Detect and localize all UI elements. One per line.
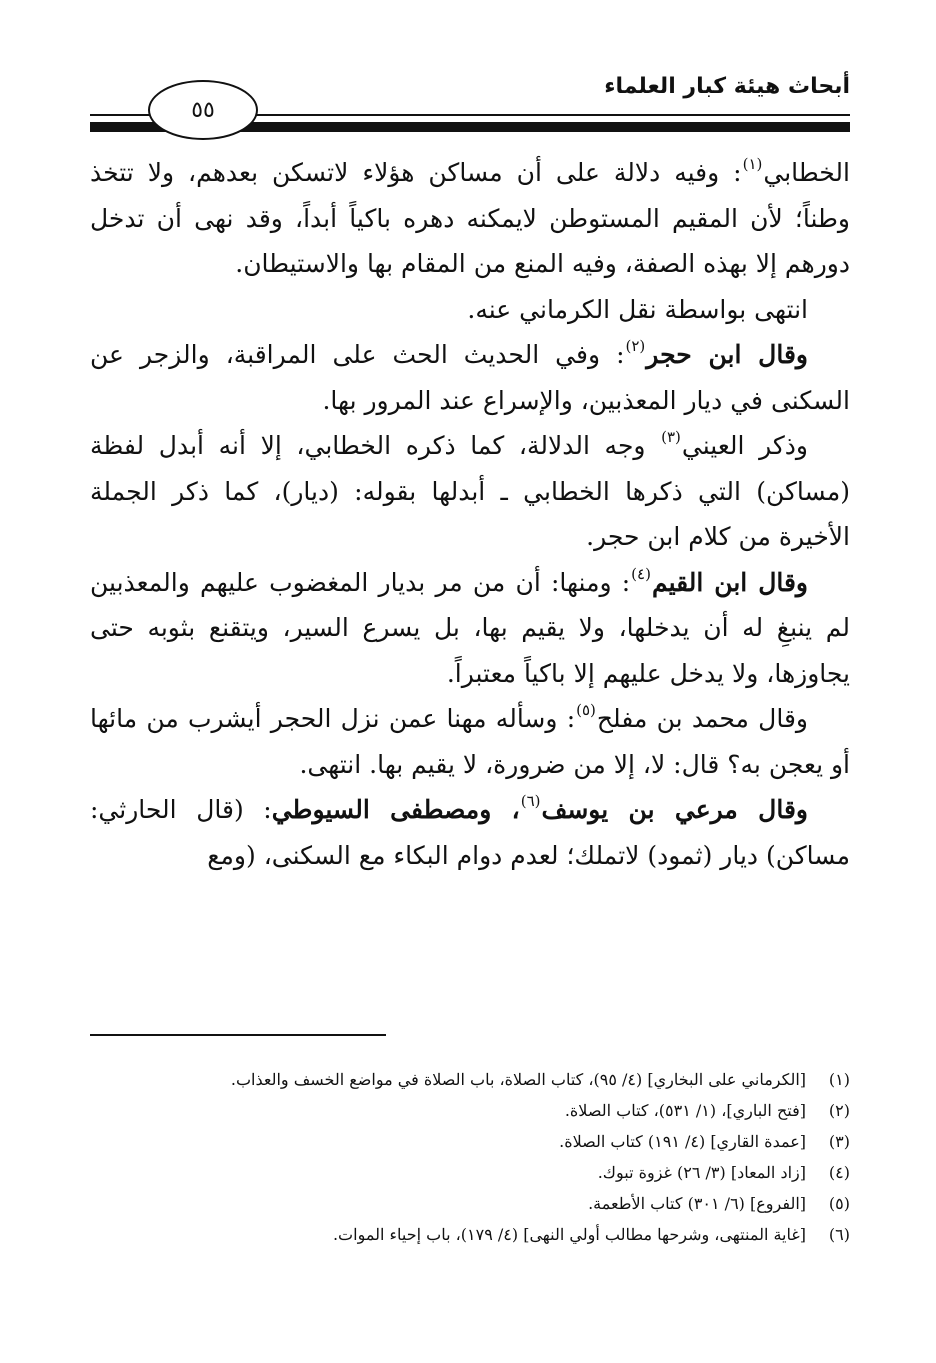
paragraph-2: [90, 287, 850, 333]
footnote-ref-4[interactable]: (٤): [631, 564, 651, 583]
footnotes-list: [90, 1064, 850, 1250]
footnote-number: (٦): [828, 1225, 850, 1244]
footnote-text: [الكرماني على البخاري] (٤/ ٩٥)، كتاب الصلاة، باب الصلاة في مواضع الخسف والعذاب.: [230, 1070, 806, 1089]
footnote-number: (٥): [828, 1194, 850, 1213]
paragraph-3: [90, 332, 850, 423]
footnote-ref-5[interactable]: (٥): [576, 701, 596, 719]
footnote-item: [90, 1095, 850, 1126]
footnote-ref-2[interactable]: (٢): [625, 337, 646, 355]
paragraph-5: [90, 560, 850, 697]
p3-text: : وفي الحديث الحث على المراقبة، والزجر عن السكنى في ديار المعذبين، والإسراع عند المرور بها.: [90, 340, 850, 415]
footnote-item: [90, 1157, 850, 1188]
footnote-item: [90, 1064, 850, 1095]
main-text: [90, 150, 850, 878]
footnote-number: (٢): [828, 1101, 850, 1120]
paragraph-4: [90, 423, 850, 560]
p7-second-author: ، ومصطفى السيوطي: [271, 795, 520, 824]
p5-text: : ومنها: أن من مر بديار المغضوب عليهم والمعذبين لم ينبغِ له أن يدخلها، ولا يقيم بها، بل يسرع السير، ويتقنع بثوبه حتى يجاوزها، ولا يدخل عليهم إلا باكياً معتبراً.: [90, 567, 850, 688]
page-header: [90, 62, 850, 142]
page-number-badge: [148, 80, 258, 140]
footnote-text: [غاية المنتهى، وشرحها مطالب أولي النهى] (٤/ ١٧٩)، باب إحياء الموات.: [332, 1225, 806, 1244]
p4-lead: وذكر العيني: [681, 431, 808, 460]
footnote-item: [90, 1126, 850, 1157]
footnote-item: [90, 1188, 850, 1219]
footnote-separator: [90, 1034, 386, 1036]
paragraph-1: [90, 150, 850, 287]
footnote-item: [90, 1219, 850, 1250]
p1-lead: الخطابي: [763, 158, 850, 187]
p6-text: : وسأله مهنا عمن نزل الحجر أيشرب من مائها أو يعجن به؟ قال: لا، إلا من ضرورة، لا يقيم بها. انتهى.: [90, 704, 850, 779]
paragraph-7: [90, 787, 850, 878]
footnote-number: (١): [828, 1070, 850, 1089]
footnote-text: [الفروع] (٦/ ٣٠١) كتاب الأطعمة.: [588, 1194, 806, 1213]
footnote-ref-1[interactable]: (١): [742, 155, 763, 173]
footnote-ref-6[interactable]: (٦): [520, 792, 541, 810]
footnote-number: (٤): [828, 1163, 850, 1182]
p1-text: : وفيه دلالة على أن مساكن هؤلاء لاتسكن بعدهم، ولا تتخذ وطناً؛ لأن المقيم المستوطن لايمكنه دهره باكياً أبداً، وقد نهى أن تدخل دورهم إلا بهذه الصفة، وفيه المنع من المقام بها والاستيطان.: [90, 158, 850, 278]
p2-text: انتهى بواسطة نقل الكرماني عنه.: [467, 294, 808, 324]
book-title: أبحاث هيئة كبار العلماء: [604, 74, 850, 99]
paragraph-6: [90, 696, 850, 787]
footnote-number: (٣): [828, 1132, 850, 1151]
footnote-text: [عمدة القاري] (٤/ ١٩١) كتاب الصلاة.: [559, 1132, 806, 1151]
p7-text: : (قال الحارثي: مساكن) ديار (ثمود) لاتملك؛ لعدم دوام البكاء مع السكنى، (ومع: [90, 795, 850, 870]
p7-lead: وقال مرعي بن يوسف: [541, 795, 808, 824]
p3-lead: وقال ابن حجر: [646, 340, 808, 369]
p6-lead: وقال محمد بن مفلح: [596, 704, 808, 733]
page-number: ٥٥: [191, 97, 215, 123]
p5-lead: وقال ابن القيم: [651, 567, 809, 597]
footnote-text: [فتح الباري]، (١/ ٥٣١)، كتاب الصلاة.: [564, 1101, 806, 1120]
footnote-text: [زاد المعاد] (٣/ ٢٦) غزوة تبوك.: [597, 1163, 806, 1182]
p4-text: وجه الدلالة، كما ذكره الخطابي، إلا أنه أبدل لفظة (مساكن) التي ذكرها الخطابي ـ أبدلها بقوله: (ديار)، كما ذكر الجملة الأخيرة من كلام ابن حجر.: [90, 431, 850, 551]
footnote-ref-3[interactable]: (٣): [661, 428, 681, 446]
